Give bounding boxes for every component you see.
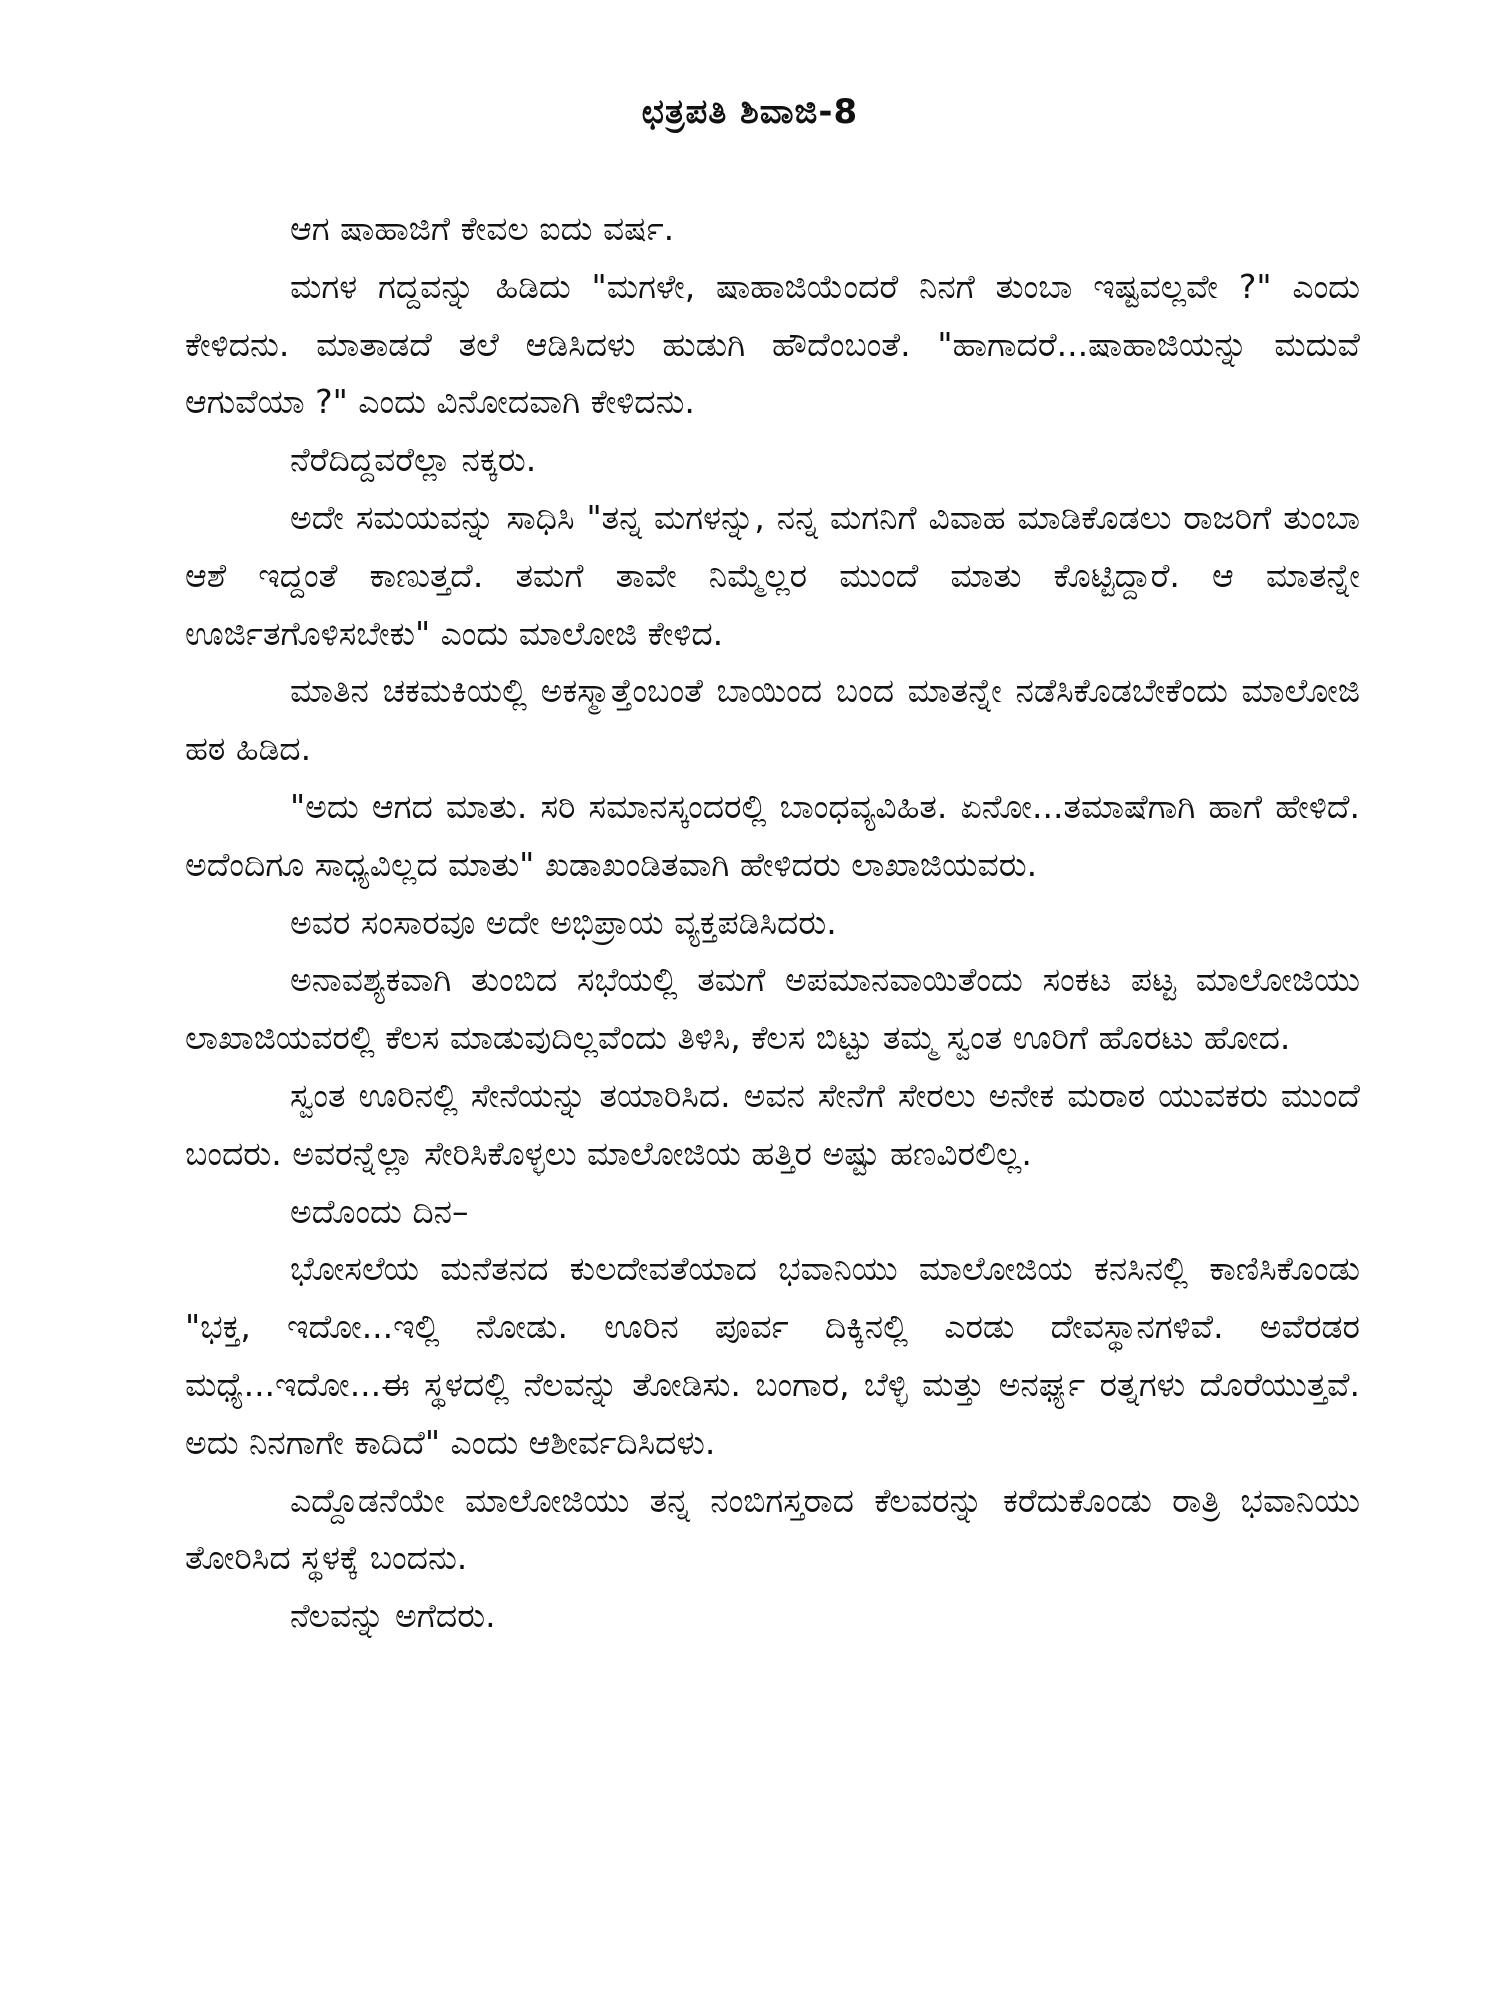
paragraph: ನೆರೆದಿದ್ದವರೆಲ್ಲಾ ನಕ್ಕರು. [290, 440, 537, 480]
paragraph: ಆಗ ಷಾಹಾಜಿಗೆ ಕೇವಲ ಐದು ವರ್ಷ. [290, 209, 675, 248]
paragraph: ನೆಲವನ್ನು ಅಗೆದರು. [290, 1596, 496, 1636]
paragraph: ಅನಾವಶ್ಯಕವಾಗಿ ತುಂಬಿದ ಸಭೆಯಲ್ಲಿ ತಮಗೆ ಅಪಮಾನವಾಯಿತೆಂದು ಸಂಕಟ ಪಟ್ಟ ಮಾಲೋಜಿಯು ಲಾಖಾಜಿಯವರಲ್ಲಿ ಕೆಲಸ ಮಾಡುವುದಿಲ್ಲವೆಂದು ತಿಳಿಸಿ, ಕೆಲಸ ಬಿಟ್ಟು ತಮ್ಮ ಸ್ವಂತ ಊರಿಗೆ ಹೊರಟು ಹೋದ. [185, 960, 1360, 1058]
paragraph: "ಅದು ಆಗದ ಮಾತು. ಸರಿ ಸಮಾನಸ್ಕಂದರಲ್ಲಿ ಬಾಂಧವ್ಯವಿಹಿತ. ಏನೋ...ತಮಾಷೆಗಾಗಿ ಹಾಗೆ ಹೇಳಿದೆ. ಅದೆಂದಿಗೂ ಸಾಧ್ಯವಿಲ್ಲದ ಮಾತು" ಖಡಾಖಂಡಿತವಾಗಿ ಹೇಳಿದರು ಲಾಖಾಜಿಯವರು. [185, 786, 1360, 884]
paragraph: ಸ್ವಂತ ಊರಿನಲ್ಲಿ ಸೇನೆಯನ್ನು ತಯಾರಿಸಿದ. ಅವನ ಸೇನೆಗೆ ಸೇರಲು ಅನೇಕ ಮರಾಠ ಯುವಕರು ಮುಂದೆ ಬಂದರು. ಅವರನ್ನೆಲ್ಲಾ ಸೇರಿಸಿಕೊಳ್ಳಲು ಮಾಲೋಜಿಯ ಹತ್ತಿರ ಅಷ್ಟು ಹಣವಿರಲಿಲ್ಲ. [185, 1075, 1360, 1173]
paragraph: ಅದೊಂದು ದಿನ– [290, 1191, 469, 1231]
paragraph: ಎದ್ದೊಡನೆಯೇ ಮಾಲೋಜಿಯು ತನ್ನ ನಂಬಿಗಸ್ತರಾದ ಕೆಲವರನ್ನು ಕರೆದುಕೊಂಡು ರಾತ್ರಿ ಭವಾನಿಯು ತೋರಿಸಿದ ಸ್ಥಳಕ್ಕೆ ಬಂದನು. [185, 1480, 1360, 1578]
paragraph: ಭೋಸಲೆಯ ಮನೆತನದ ಕುಲದೇವತೆಯಾದ ಭವಾನಿಯು ಮಾಲೋಜಿಯ ಕನಸಿನಲ್ಲಿ ಕಾಣಿಸಿಕೊಂಡು "ಭಕ್ತ, ಇದೋ...ಇಲ್ಲಿ ನೋಡು. ಊರಿನ ಪೂರ್ವ ದಿಕ್ಕಿನಲ್ಲಿ ಎರಡು ದೇವಸ್ಥಾನಗಳಿವೆ. ಅವೆರಡರ ಮಧ್ಯೆ...ಇದೋ...ಈ ಸ್ಥಳದಲ್ಲಿ ನೆಲವನ್ನು ತೋಡಿಸು. ಬಂಗಾರ, ಬೆಳ್ಳಿ ಮತ್ತು ಅನರ್ಘ್ಯ ರತ್ನಗಳು ದೊರೆಯುತ್ತವೆ. ಅದು ನಿನಗಾಗೇ ಕಾದಿದೆ" ಎಂದು ಆಶೀರ್ವದಿಸಿದಳು. [185, 1249, 1360, 1462]
paragraph: ಮಾತಿನ ಚಕಮಕಿಯಲ್ಲಿ ಅಕಸ್ಮಾತ್ತೆಂಬಂತೆ ಬಾಯಿಂದ ಬಂದ ಮಾತನ್ನೇ ನಡೆಸಿಕೊಡಬೇಕೆಂದು ಮಾಲೋಜಿ ಹಠ ಹಿಡಿದ. [185, 671, 1360, 769]
paragraph: ಅವರ ಸಂಸಾರವೂ ಅದೇ ಅಭಿಪ್ರಾಯ ವ್ಯಕ್ತಪಡಿಸಿದರು. [290, 902, 837, 942]
paragraph: ಅದೇ ಸಮಯವನ್ನು ಸಾಧಿಸಿ "ತನ್ನ ಮಗಳನ್ನು, ನನ್ನ ಮಗನಿಗೆ ವಿವಾಹ ಮಾಡಿಕೊಡಲು ರಾಜರಿಗೆ ತುಂಬಾ ಆಶೆ ಇದ್ದಂತೆ ಕಾಣುತ್ತದೆ. ತಮಗೆ ತಾವೇ ನಿಮ್ಮೆಲ್ಲರ ಮುಂದೆ ಮಾತು ಕೊಟ್ಟಿದ್ದಾರೆ. ಆ ಮಾತನ್ನೇ ಊರ್ಜಿತಗೊಳಿಸಬೇಕು" ಎಂದು ಮಾಲೋಜಿ ಕೇಳಿದ. [185, 497, 1360, 653]
page-header: ಛತ್ರಪತಿ ಶಿವಾಜಿ-8 [641, 92, 859, 132]
body-text [185, 200, 1360, 1645]
paragraph: ಮಗಳ ಗದ್ದವನ್ನು ಹಿಡಿದು "ಮಗಳೇ, ಷಾಹಾಜಿಯೆಂದರೆ ನಿನಗೆ ತುಂಬಾ ಇಷ್ಟವಲ್ಲವೇ ?" ಎಂದು ಕೇಳಿದನು. ಮಾತಾಡದೆ ತಲೆ ಆಡಿಸಿದಳು ಹುಡುಗಿ ಹೌದೆಂಬಂತೆ. "ಹಾಗಾದರೆ...ಷಾಹಾಜಿಯನ್ನು ಮದುವೆ ಆಗುವೆಯಾ ?" ಎಂದು ವಿನೋದವಾಗಿ ಕೇಳಿದನು. [185, 266, 1360, 422]
